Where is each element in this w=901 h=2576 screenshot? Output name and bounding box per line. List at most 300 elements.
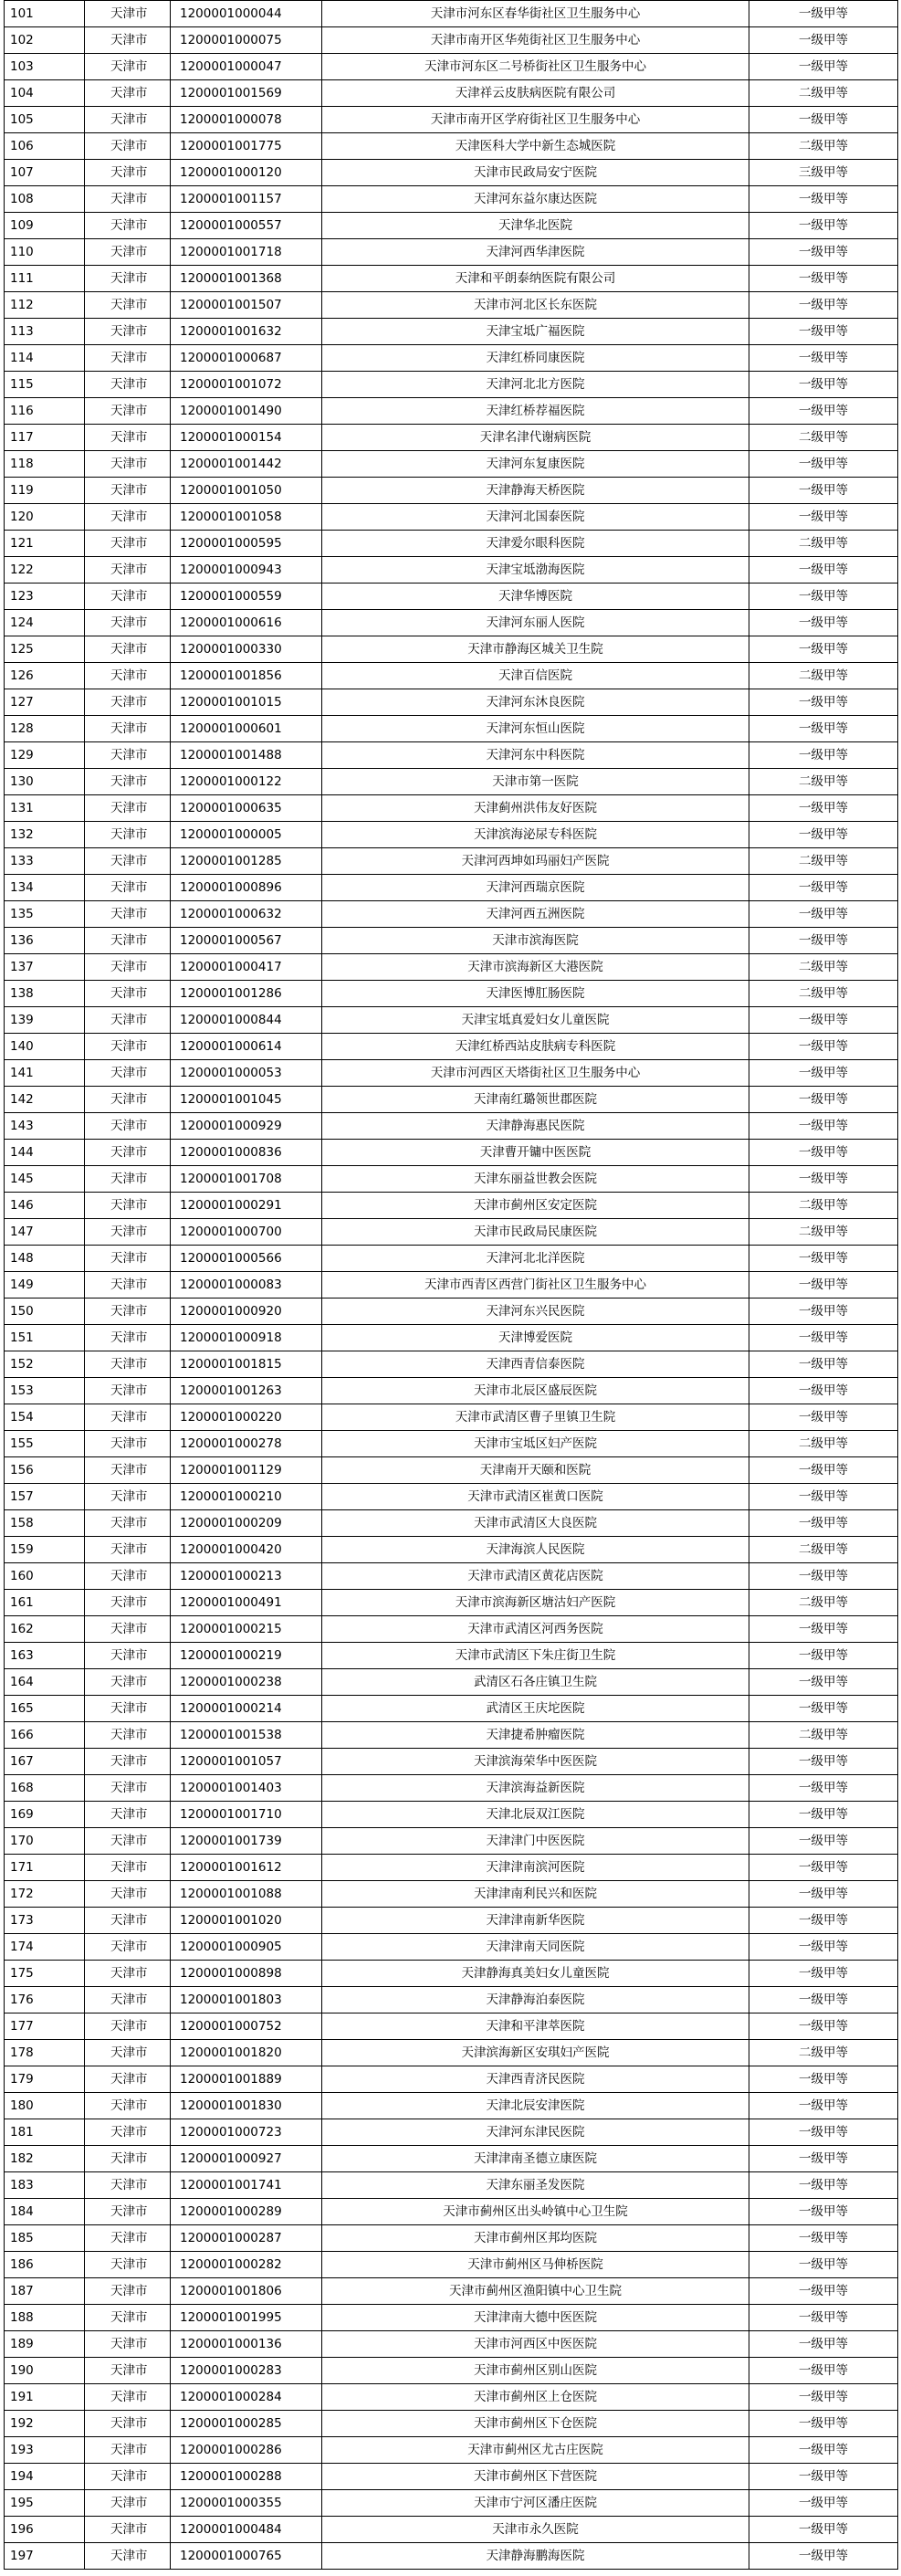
- grade-cell: 二级甲等: [749, 1537, 898, 1563]
- table-row: [5, 1193, 898, 1219]
- table-row: [5, 1590, 898, 1616]
- grade-cell: 一级甲等: [749, 1060, 898, 1087]
- institution-code-cell: 1200001001015: [171, 689, 322, 716]
- city-cell: 天津市: [85, 292, 171, 319]
- table-row: [5, 2172, 898, 2199]
- city-cell: 天津市: [85, 478, 171, 504]
- city-cell: 天津市: [85, 1246, 171, 1272]
- hospital-name-cell: 天津市蓟州区出头岭镇中心卫生院: [322, 2199, 749, 2225]
- table-row: [5, 2199, 898, 2225]
- grade-cell: 一级甲等: [749, 742, 898, 769]
- row-number: 126: [5, 663, 85, 689]
- institution-code-cell: 1200001000836: [171, 1140, 322, 1166]
- institution-code-cell: 1200001000053: [171, 1060, 322, 1087]
- city-cell: 天津市: [85, 107, 171, 133]
- row-number: 153: [5, 1378, 85, 1404]
- row-number: 147: [5, 1219, 85, 1246]
- table-row: [5, 372, 898, 398]
- row-number: 133: [5, 848, 85, 875]
- grade-cell: 二级甲等: [749, 1431, 898, 1457]
- grade-cell: 一级甲等: [749, 1113, 898, 1140]
- hospital-name-cell: 天津市宝坻区妇产医院: [322, 1431, 749, 1457]
- hospital-name-cell: 天津南红璐领世郡医院: [322, 1087, 749, 1113]
- row-number: 124: [5, 610, 85, 636]
- institution-code-cell: 1200001000616: [171, 610, 322, 636]
- grade-cell: 一级甲等: [749, 239, 898, 266]
- row-number: 196: [5, 2517, 85, 2543]
- city-cell: 天津市: [85, 2358, 171, 2384]
- city-cell: 天津市: [85, 1537, 171, 1563]
- hospital-name-cell: 天津津南利民兴和医院: [322, 1881, 749, 1908]
- institution-code-cell: 1200001000005: [171, 822, 322, 848]
- table-row: [5, 1669, 898, 1696]
- institution-code-cell: 1200001000927: [171, 2146, 322, 2172]
- hospital-name-cell: 天津爱尔眼科医院: [322, 531, 749, 557]
- grade-cell: 一级甲等: [749, 2411, 898, 2437]
- table-row: [5, 425, 898, 451]
- table-row: [5, 2066, 898, 2093]
- hospital-name-cell: 天津市武清区大良医院: [322, 1510, 749, 1537]
- institution-code-cell: 1200001000291: [171, 1193, 322, 1219]
- row-number: 194: [5, 2464, 85, 2490]
- grade-cell: 一级甲等: [749, 1246, 898, 1272]
- hospital-name-cell: 天津市武清区崔黄口医院: [322, 1484, 749, 1510]
- row-number: 125: [5, 636, 85, 663]
- institution-code-cell: 1200001001488: [171, 742, 322, 769]
- row-number: 154: [5, 1404, 85, 1431]
- city-cell: 天津市: [85, 2384, 171, 2411]
- hospital-name-cell: 天津河西五洲医院: [322, 901, 749, 928]
- city-cell: 天津市: [85, 2119, 171, 2146]
- city-cell: 天津市: [85, 875, 171, 901]
- hospital-name-cell: 天津市滨海新区大港医院: [322, 954, 749, 981]
- row-number: 115: [5, 372, 85, 398]
- table-row: [5, 636, 898, 663]
- hospital-name-cell: 天津海滨人民医院: [322, 1537, 749, 1563]
- city-cell: 天津市: [85, 133, 171, 160]
- institution-code-cell: 1200001000220: [171, 1404, 322, 1431]
- hospital-name-cell: 天津河东丽人医院: [322, 610, 749, 636]
- table-row: [5, 610, 898, 636]
- city-cell: 天津市: [85, 372, 171, 398]
- table-row: [5, 1484, 898, 1510]
- city-cell: 天津市: [85, 213, 171, 239]
- hospital-name-cell: 天津静海泊泰医院: [322, 1987, 749, 2013]
- grade-cell: 一级甲等: [749, 557, 898, 584]
- grade-cell: 一级甲等: [749, 2119, 898, 2146]
- city-cell: 天津市: [85, 1272, 171, 1299]
- grade-cell: 一级甲等: [749, 2093, 898, 2119]
- row-number: 123: [5, 584, 85, 610]
- hospital-name-cell: 天津市河西区天塔街社区卫生服务中心: [322, 1060, 749, 1087]
- row-number: 140: [5, 1034, 85, 1060]
- grade-cell: 一级甲等: [749, 2490, 898, 2517]
- table-row: [5, 345, 898, 372]
- city-cell: 天津市: [85, 2490, 171, 2517]
- institution-code-cell: 1200001000595: [171, 531, 322, 557]
- hospital-name-cell: 天津市蓟州区安定医院: [322, 1193, 749, 1219]
- grade-cell: 二级甲等: [749, 80, 898, 107]
- table-row: [5, 2146, 898, 2172]
- institution-code-cell: 1200001000614: [171, 1034, 322, 1060]
- hospital-name-cell: 天津红桥同康医院: [322, 345, 749, 372]
- grade-cell: 一级甲等: [749, 2358, 898, 2384]
- grade-cell: 一级甲等: [749, 2146, 898, 2172]
- table-row: [5, 689, 898, 716]
- city-cell: 天津市: [85, 2199, 171, 2225]
- hospital-name-cell: 天津静海真美妇女儿童医院: [322, 1961, 749, 1987]
- city-cell: 天津市: [85, 319, 171, 345]
- hospital-name-cell: 天津河西华津医院: [322, 239, 749, 266]
- row-number: 128: [5, 716, 85, 742]
- table-row: [5, 2119, 898, 2146]
- grade-cell: 一级甲等: [749, 398, 898, 425]
- table-row: [5, 1563, 898, 1590]
- row-number: 193: [5, 2437, 85, 2464]
- row-number: 165: [5, 1696, 85, 1722]
- table-row: [5, 2093, 898, 2119]
- hospital-name-cell: 天津北辰双江医院: [322, 1802, 749, 1828]
- hospital-name-cell: 天津津南大德中医医院: [322, 2305, 749, 2331]
- grade-cell: 一级甲等: [749, 1299, 898, 1325]
- grade-cell: 二级甲等: [749, 663, 898, 689]
- row-number: 175: [5, 1961, 85, 1987]
- city-cell: 天津市: [85, 2437, 171, 2464]
- hospital-name-cell: 天津河西坤如玛丽妇产医院: [322, 848, 749, 875]
- grade-cell: 一级甲等: [749, 2464, 898, 2490]
- city-cell: 天津市: [85, 584, 171, 610]
- hospital-name-cell: 天津市武清区曹子里镇卫生院: [322, 1404, 749, 1431]
- institution-code-cell: 1200001001710: [171, 1802, 322, 1828]
- table-row: [5, 981, 898, 1007]
- institution-code-cell: 1200001001072: [171, 372, 322, 398]
- row-number: 135: [5, 901, 85, 928]
- row-number: 109: [5, 213, 85, 239]
- grade-cell: 二级甲等: [749, 1722, 898, 1749]
- row-number: 120: [5, 504, 85, 531]
- institution-code-cell: 1200001001803: [171, 1987, 322, 2013]
- institution-code-cell: 1200001000484: [171, 2517, 322, 2543]
- hospital-name-cell: 天津市北辰区盛辰医院: [322, 1378, 749, 1404]
- grade-cell: 一级甲等: [749, 1034, 898, 1060]
- table-row: [5, 80, 898, 107]
- hospital-name-cell: 天津市第一医院: [322, 769, 749, 795]
- row-number: 151: [5, 1325, 85, 1351]
- grade-cell: 一级甲等: [749, 636, 898, 663]
- institution-code-cell: 1200001000213: [171, 1563, 322, 1590]
- row-number: 146: [5, 1193, 85, 1219]
- table-row: [5, 2331, 898, 2358]
- row-number: 134: [5, 875, 85, 901]
- row-number: 106: [5, 133, 85, 160]
- table-row: [5, 2437, 898, 2464]
- hospital-name-cell: 天津华博医院: [322, 584, 749, 610]
- hospital-name-cell: 天津河西瑞京医院: [322, 875, 749, 901]
- hospital-name-cell: 天津市河东区春华街社区卫生服务中心: [322, 1, 749, 27]
- hospital-grade-table: [4, 0, 898, 2570]
- row-number: 152: [5, 1351, 85, 1378]
- table-row: [5, 901, 898, 928]
- grade-cell: 一级甲等: [749, 1669, 898, 1696]
- city-cell: 天津市: [85, 1934, 171, 1961]
- institution-code-cell: 1200001000557: [171, 213, 322, 239]
- grade-cell: 一级甲等: [749, 2278, 898, 2305]
- row-number: 132: [5, 822, 85, 848]
- row-number: 108: [5, 186, 85, 213]
- institution-code-cell: 1200001001368: [171, 266, 322, 292]
- grade-cell: 一级甲等: [749, 504, 898, 531]
- institution-code-cell: 1200001001129: [171, 1457, 322, 1484]
- hospital-name-cell: 天津红桥西站皮肤病专科医院: [322, 1034, 749, 1060]
- city-cell: 天津市: [85, 186, 171, 213]
- grade-cell: 一级甲等: [749, 2252, 898, 2278]
- institution-code-cell: 1200001000075: [171, 27, 322, 54]
- hospital-name-cell: 天津华北医院: [322, 213, 749, 239]
- city-cell: 天津市: [85, 1749, 171, 1775]
- grade-cell: 一级甲等: [749, 1, 898, 27]
- grade-cell: 一级甲等: [749, 1484, 898, 1510]
- hospital-name-cell: 天津市滨海医院: [322, 928, 749, 954]
- row-number: 103: [5, 54, 85, 80]
- institution-code-cell: 1200001000330: [171, 636, 322, 663]
- hospital-name-cell: 天津西青济民医院: [322, 2066, 749, 2093]
- institution-code-cell: 1200001001057: [171, 1749, 322, 1775]
- grade-cell: 一级甲等: [749, 2013, 898, 2040]
- table-row: [5, 1166, 898, 1193]
- institution-code-cell: 1200001000943: [171, 557, 322, 584]
- table-row: [5, 531, 898, 557]
- city-cell: 天津市: [85, 1, 171, 27]
- hospital-name-cell: 天津名津代谢病医院: [322, 425, 749, 451]
- city-cell: 天津市: [85, 1802, 171, 1828]
- hospital-name-cell: 天津河北北洋医院: [322, 1246, 749, 1272]
- row-number: 113: [5, 319, 85, 345]
- city-cell: 天津市: [85, 1113, 171, 1140]
- row-number: 186: [5, 2252, 85, 2278]
- institution-code-cell: 1200001001612: [171, 1855, 322, 1881]
- grade-cell: 二级甲等: [749, 954, 898, 981]
- row-number: 188: [5, 2305, 85, 2331]
- city-cell: 天津市: [85, 1616, 171, 1643]
- institution-code-cell: 1200001000120: [171, 160, 322, 186]
- table-row: [5, 822, 898, 848]
- hospital-name-cell: 天津津南滨河医院: [322, 1855, 749, 1881]
- table-row: [5, 266, 898, 292]
- row-number: 148: [5, 1246, 85, 1272]
- grade-cell: 一级甲等: [749, 584, 898, 610]
- hospital-name-cell: 天津曹开镛中医医院: [322, 1140, 749, 1166]
- city-cell: 天津市: [85, 425, 171, 451]
- row-number: 141: [5, 1060, 85, 1087]
- table-row: [5, 2384, 898, 2411]
- grade-cell: 二级甲等: [749, 133, 898, 160]
- table-row: [5, 2464, 898, 2490]
- table-row: [5, 292, 898, 319]
- hospital-name-cell: 天津市河西区中医医院: [322, 2331, 749, 2358]
- row-number: 136: [5, 928, 85, 954]
- city-cell: 天津市: [85, 1007, 171, 1034]
- institution-code-cell: 1200001000210: [171, 1484, 322, 1510]
- grade-cell: 二级甲等: [749, 1590, 898, 1616]
- city-cell: 天津市: [85, 2066, 171, 2093]
- grade-cell: 一级甲等: [749, 1378, 898, 1404]
- table-row: [5, 133, 898, 160]
- hospital-name-cell: 天津博爱医院: [322, 1325, 749, 1351]
- city-cell: 天津市: [85, 2464, 171, 2490]
- table-row: [5, 954, 898, 981]
- grade-cell: 一级甲等: [749, 1961, 898, 1987]
- table-row: [5, 1696, 898, 1722]
- grade-cell: 一级甲等: [749, 1987, 898, 2013]
- hospital-name-cell: 天津和平津萃医院: [322, 2013, 749, 2040]
- institution-code-cell: 1200001000214: [171, 1696, 322, 1722]
- grade-cell: 一级甲等: [749, 875, 898, 901]
- institution-code-cell: 1200001000687: [171, 345, 322, 372]
- grade-cell: 三级甲等: [749, 160, 898, 186]
- row-number: 183: [5, 2172, 85, 2199]
- grade-cell: 一级甲等: [749, 689, 898, 716]
- table-row: [5, 54, 898, 80]
- table-row: [5, 2490, 898, 2517]
- city-cell: 天津市: [85, 1166, 171, 1193]
- grade-cell: 一级甲等: [749, 1166, 898, 1193]
- table-row: [5, 1934, 898, 1961]
- institution-code-cell: 1200001000044: [171, 1, 322, 27]
- hospital-name-cell: 天津津门中医医院: [322, 1828, 749, 1855]
- grade-cell: 一级甲等: [749, 928, 898, 954]
- city-cell: 天津市: [85, 663, 171, 689]
- city-cell: 天津市: [85, 557, 171, 584]
- city-cell: 天津市: [85, 54, 171, 80]
- city-cell: 天津市: [85, 1696, 171, 1722]
- city-cell: 天津市: [85, 2517, 171, 2543]
- city-cell: 天津市: [85, 1669, 171, 1696]
- hospital-name-cell: 天津红桥荐福医院: [322, 398, 749, 425]
- institution-code-cell: 1200001000215: [171, 1616, 322, 1643]
- city-cell: 天津市: [85, 1378, 171, 1404]
- table-row: [5, 160, 898, 186]
- hospital-name-cell: 天津祥云皮肤病医院有限公司: [322, 80, 749, 107]
- institution-code-cell: 1200001001490: [171, 398, 322, 425]
- institution-code-cell: 1200001000238: [171, 1669, 322, 1696]
- institution-code-cell: 1200001000635: [171, 795, 322, 822]
- city-cell: 天津市: [85, 1510, 171, 1537]
- row-number: 158: [5, 1510, 85, 1537]
- grade-cell: 一级甲等: [749, 822, 898, 848]
- row-number: 104: [5, 80, 85, 107]
- table-row: [5, 1643, 898, 1669]
- table-row: [5, 875, 898, 901]
- row-number: 179: [5, 2066, 85, 2093]
- institution-code-cell: 1200001001741: [171, 2172, 322, 2199]
- institution-code-cell: 1200001000632: [171, 901, 322, 928]
- row-number: 116: [5, 398, 85, 425]
- table-row: [5, 2225, 898, 2252]
- grade-cell: 一级甲等: [749, 1908, 898, 1934]
- table-row: [5, 1087, 898, 1113]
- city-cell: 天津市: [85, 1457, 171, 1484]
- institution-code-cell: 1200001000905: [171, 1934, 322, 1961]
- row-number: 168: [5, 1775, 85, 1802]
- city-cell: 天津市: [85, 398, 171, 425]
- hospital-name-cell: 天津滨海益新医院: [322, 1775, 749, 1802]
- institution-code-cell: 1200001000289: [171, 2199, 322, 2225]
- grade-cell: 一级甲等: [749, 2172, 898, 2199]
- city-cell: 天津市: [85, 2305, 171, 2331]
- table-row: [5, 1457, 898, 1484]
- institution-code-cell: 1200001001708: [171, 1166, 322, 1193]
- institution-code-cell: 1200001000288: [171, 2464, 322, 2490]
- institution-code-cell: 1200001000287: [171, 2225, 322, 2252]
- hospital-name-cell: 天津蓟州洪伟友好医院: [322, 795, 749, 822]
- institution-code-cell: 1200001000136: [171, 2331, 322, 2358]
- hospital-name-cell: 天津西青信泰医院: [322, 1351, 749, 1378]
- city-cell: 天津市: [85, 239, 171, 266]
- hospital-name-cell: 天津市武清区河西务医院: [322, 1616, 749, 1643]
- grade-cell: 一级甲等: [749, 213, 898, 239]
- row-number: 164: [5, 1669, 85, 1696]
- hospital-name-cell: 天津静海惠民医院: [322, 1113, 749, 1140]
- grade-cell: 一级甲等: [749, 478, 898, 504]
- hospital-name-cell: 天津东丽益世教会医院: [322, 1166, 749, 1193]
- table-row: [5, 1802, 898, 1828]
- city-cell: 天津市: [85, 531, 171, 557]
- row-number: 143: [5, 1113, 85, 1140]
- institution-code-cell: 1200001000278: [171, 1431, 322, 1457]
- row-number: 121: [5, 531, 85, 557]
- hospital-name-cell: 天津医科大学中新生态城医院: [322, 133, 749, 160]
- table-row: [5, 2543, 898, 2570]
- city-cell: 天津市: [85, 2278, 171, 2305]
- row-number: 112: [5, 292, 85, 319]
- institution-code-cell: 1200001001403: [171, 1775, 322, 1802]
- institution-code-cell: 1200001000286: [171, 2437, 322, 2464]
- city-cell: 天津市: [85, 795, 171, 822]
- row-number: 187: [5, 2278, 85, 2305]
- institution-code-cell: 1200001000567: [171, 928, 322, 954]
- hospital-name-cell: 天津市蓟州区下仓医院: [322, 2411, 749, 2437]
- institution-code-cell: 1200001001285: [171, 848, 322, 875]
- city-cell: 天津市: [85, 1325, 171, 1351]
- table-row: [5, 1351, 898, 1378]
- city-cell: 天津市: [85, 451, 171, 478]
- table-row: [5, 1881, 898, 1908]
- institution-code-cell: 1200001000420: [171, 1537, 322, 1563]
- grade-cell: 一级甲等: [749, 1457, 898, 1484]
- table-row: [5, 1616, 898, 1643]
- grade-cell: 一级甲等: [749, 1140, 898, 1166]
- grade-cell: 一级甲等: [749, 451, 898, 478]
- city-cell: 天津市: [85, 1087, 171, 1113]
- row-number: 170: [5, 1828, 85, 1855]
- institution-code-cell: 1200001000601: [171, 716, 322, 742]
- city-cell: 天津市: [85, 1987, 171, 2013]
- hospital-name-cell: 天津市南开区华苑街社区卫生服务中心: [322, 27, 749, 54]
- row-number: 101: [5, 1, 85, 27]
- row-number: 190: [5, 2358, 85, 2384]
- institution-code-cell: 1200001000083: [171, 1272, 322, 1299]
- table-row: [5, 1961, 898, 1987]
- institution-code-cell: 1200001001538: [171, 1722, 322, 1749]
- grade-cell: 一级甲等: [749, 2305, 898, 2331]
- hospital-name-cell: 天津市武清区黄花店医院: [322, 1563, 749, 1590]
- hospital-name-cell: 天津河东中科医院: [322, 742, 749, 769]
- grade-cell: 一级甲等: [749, 1087, 898, 1113]
- city-cell: 天津市: [85, 1219, 171, 1246]
- grade-cell: 一级甲等: [749, 107, 898, 133]
- row-number: 172: [5, 1881, 85, 1908]
- row-number: 177: [5, 2013, 85, 2040]
